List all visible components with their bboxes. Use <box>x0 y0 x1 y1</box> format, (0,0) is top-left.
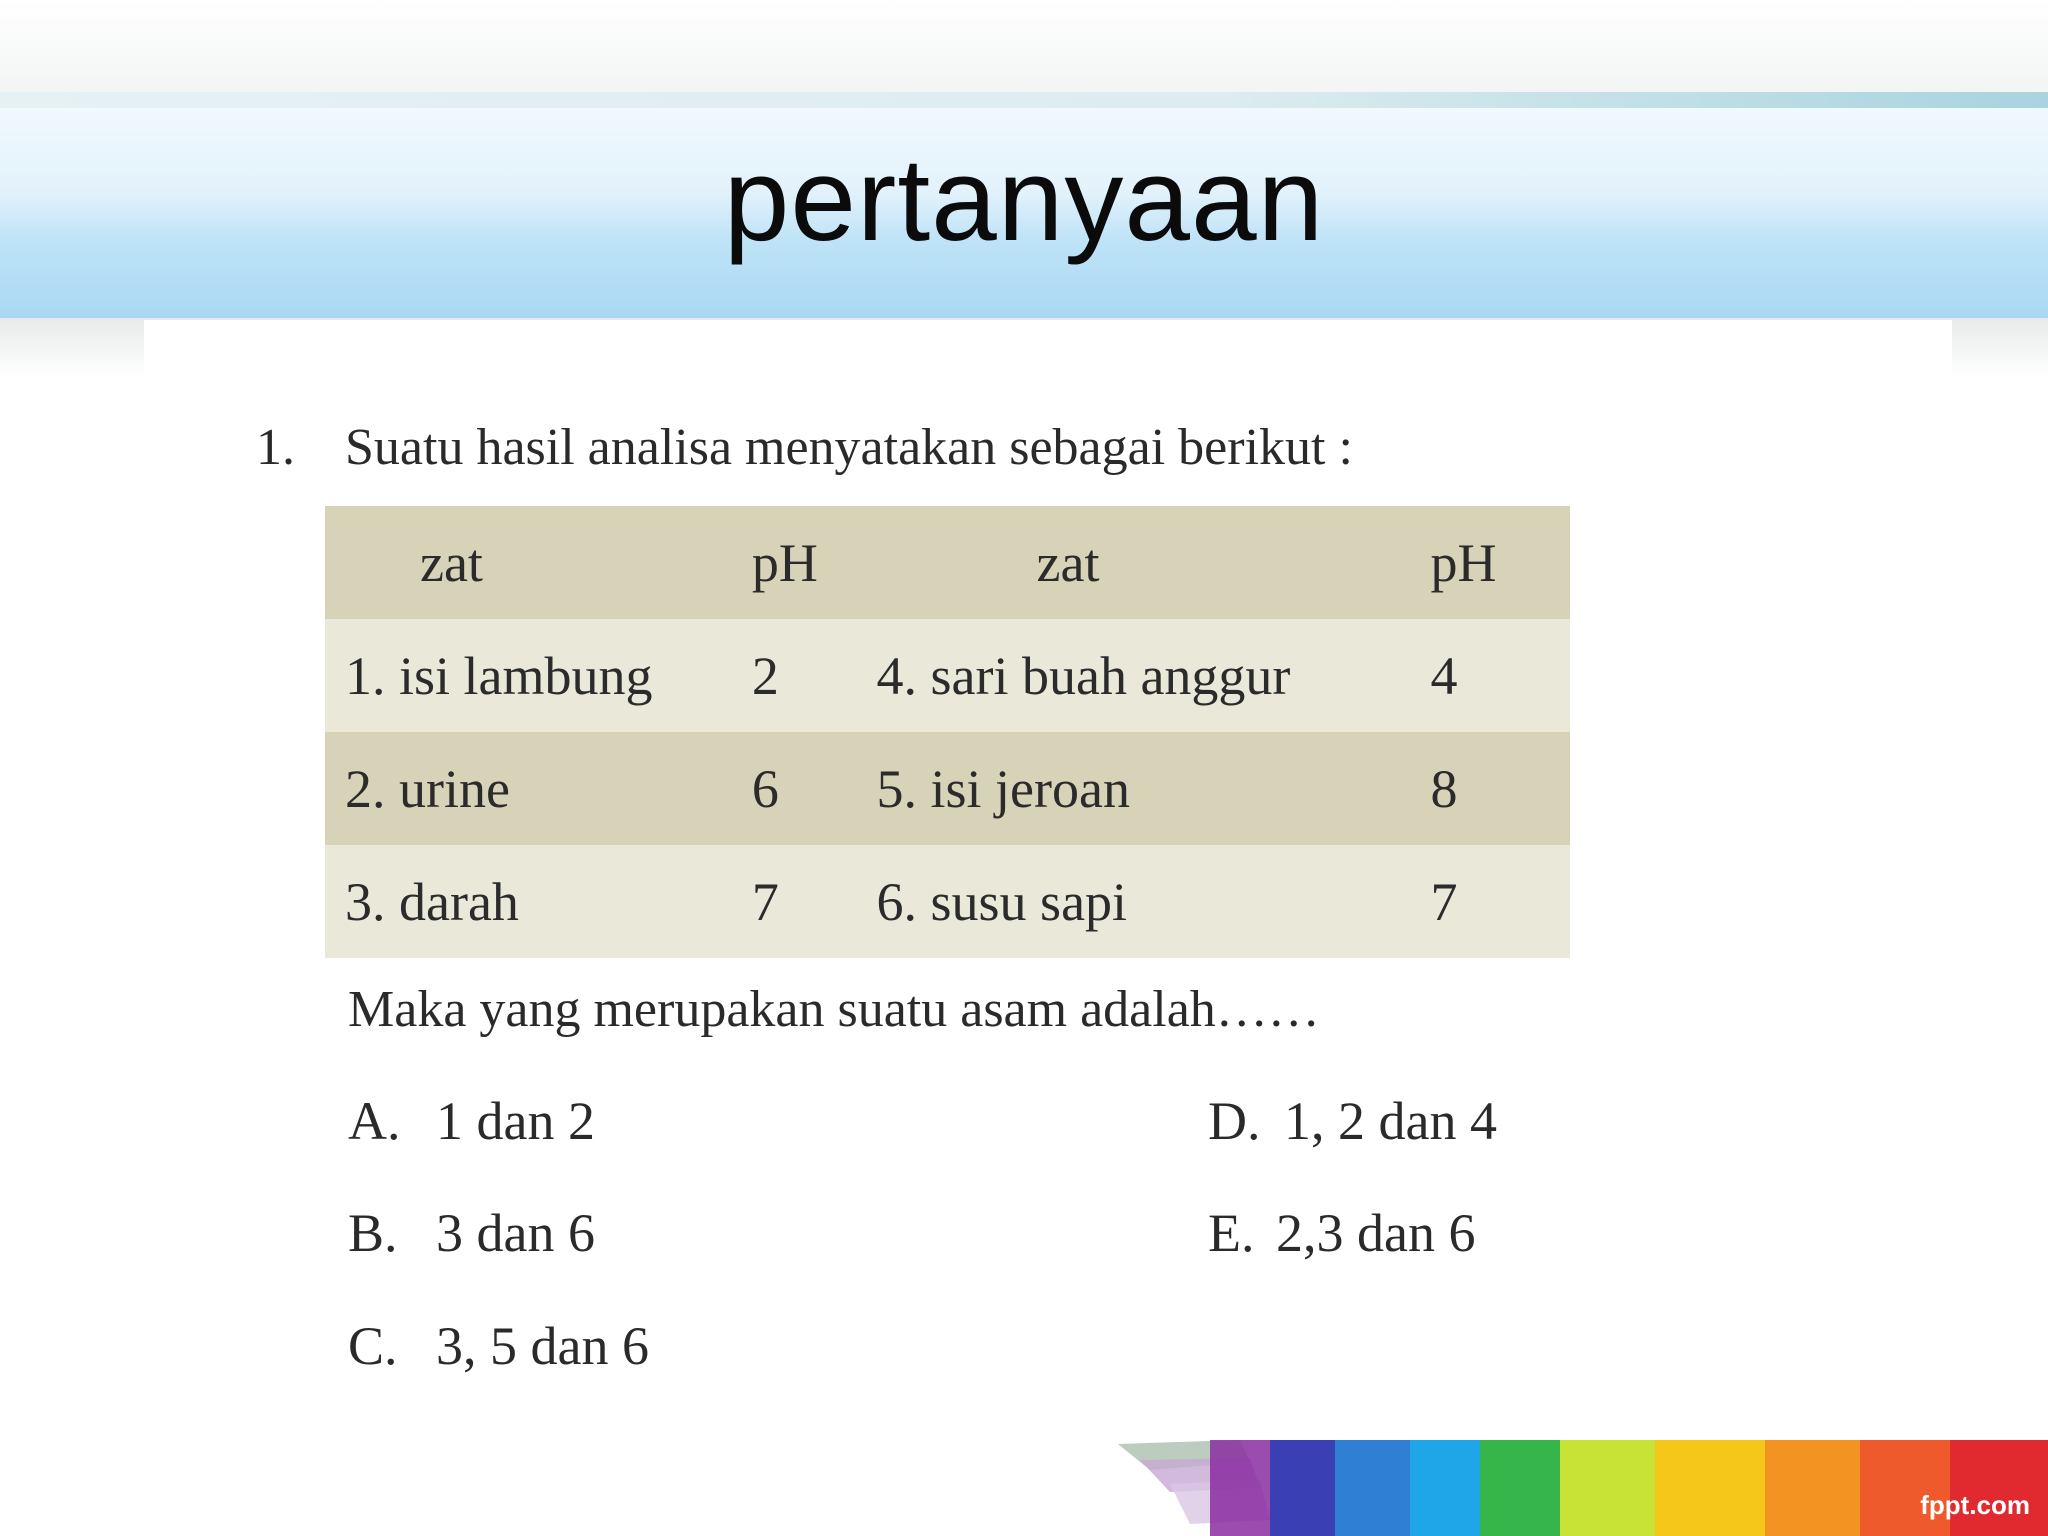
table-cell: 7 <box>751 871 779 932</box>
option-text: 1, 2 dan 4 <box>1284 1091 1497 1151</box>
table-cell: 8 <box>1430 758 1458 819</box>
slide-title: pertanyaan <box>723 134 1325 266</box>
option-letter: E. <box>1208 1203 1255 1263</box>
ph-table <box>325 506 1570 958</box>
table-header: zat <box>420 532 483 593</box>
option-d <box>1208 1090 1497 1152</box>
question-number: 1. <box>256 419 295 476</box>
table-header: pH <box>751 532 818 593</box>
table-cell: 4 <box>1430 645 1458 706</box>
option-text: 3, 5 dan 6 <box>436 1316 649 1376</box>
table-row <box>325 732 1570 845</box>
option-text: 1 dan 2 <box>436 1091 595 1151</box>
table-cell: 5. isi jeroan <box>876 758 1130 819</box>
table-cell: 7 <box>1430 871 1458 932</box>
question-text: Suatu hasil analisa menyatakan sebagai berikut : <box>345 419 1353 476</box>
table-row <box>325 845 1570 958</box>
table-cell: 3. darah <box>345 871 519 932</box>
color-pencils-decoration <box>1110 1440 2048 1536</box>
option-e <box>1208 1202 1475 1264</box>
option-letter: B. <box>348 1203 398 1263</box>
table-header: pH <box>1430 532 1497 593</box>
question-prompt: Maka yang merupakan suatu asam adalah…… <box>348 981 1320 1038</box>
top-fade <box>0 0 2048 100</box>
table-cell: 4. sari buah anggur <box>876 645 1291 706</box>
table-row <box>325 619 1570 732</box>
option-text: 3 dan 6 <box>436 1203 595 1263</box>
option-b <box>348 1202 595 1264</box>
option-c <box>348 1315 649 1377</box>
table-cell: 2 <box>751 645 779 706</box>
table-header-row <box>325 506 1570 619</box>
fppt-logo: fppt.com <box>1920 1490 2030 1520</box>
table-header: zat <box>1036 532 1100 593</box>
option-letter: D. <box>1208 1091 1261 1151</box>
table-cell: 6. susu sapi <box>876 871 1128 932</box>
option-letter: C. <box>348 1316 398 1376</box>
table-cell: 1. isi lambung <box>345 645 653 706</box>
table-cell: 6 <box>751 758 779 819</box>
option-letter: A. <box>348 1091 401 1151</box>
option-a <box>348 1090 595 1152</box>
table-cell: 2. urine <box>345 758 510 819</box>
option-text: 2,3 dan 6 <box>1276 1203 1476 1263</box>
